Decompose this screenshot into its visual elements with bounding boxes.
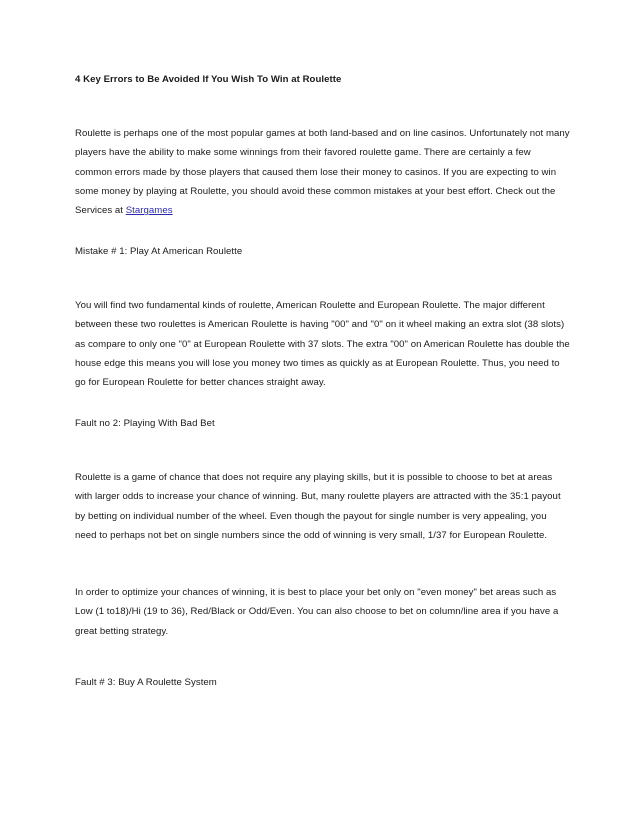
section-heading-1: Mistake # 1: Play At American Roulette <box>75 246 243 257</box>
document-title: 4 Key Errors to Be Avoided If You Wish To Win at Roulette <box>75 74 342 85</box>
intro-text: Roulette is perhaps one of the most popular games at both land-based and on line casinos. Unfortunately not many players have the ability to make some winnings from their favored roulette game. There are certainly a few common errors made by those players that caused them lose their money to casinos. If you are expecting to win some money by playing at Roulette, you should avoid these common mistakes at your best effort. Check out the Services at <box>75 128 570 217</box>
intro-paragraph <box>75 124 570 220</box>
paragraph-american-roulette: You will find two fundamental kinds of roulette, American Roulette and European Roulette. The major different between these two roulettes is American Roulette is having "00" and "0" on it wheel making an extra slot (38 slots) as compare to only one "0" at European Roulette with 37 slots. The extra "00" on American Roulette has double the house edge this means you will lose you money two times as quickly as at European Roulette. Thus, you need to go for European Roulette for better chances straight away. <box>75 300 570 389</box>
section-heading-2: Fault no 2: Playing With Bad Bet <box>75 418 215 429</box>
section-heading-3: Fault # 3: Buy A Roulette System <box>75 677 217 688</box>
paragraph-bad-bet: Roulette is a game of chance that does not require any playing skills, but it is possible to choose to bet at areas with larger odds to increase your chance of winning. But, many roulette players are attracted with the 35:1 payout by betting on individual number of the wheel. Even though the payout for single number is very appealing, you need to perhaps not bet on single numbers since the odd of winning is very small, 1/37 for European Roulette. <box>75 472 561 541</box>
paragraph-even-money: In order to optimize your chances of winning, it is best to place your bet only on "even money" bet areas such as Low (1 to18)/Hi (19 to 36), Red/Black or Odd/Even. You can also choose to bet on column/line area if you have a great betting strategy. <box>75 587 559 637</box>
stargames-link[interactable]: Stargames <box>125 205 173 217</box>
